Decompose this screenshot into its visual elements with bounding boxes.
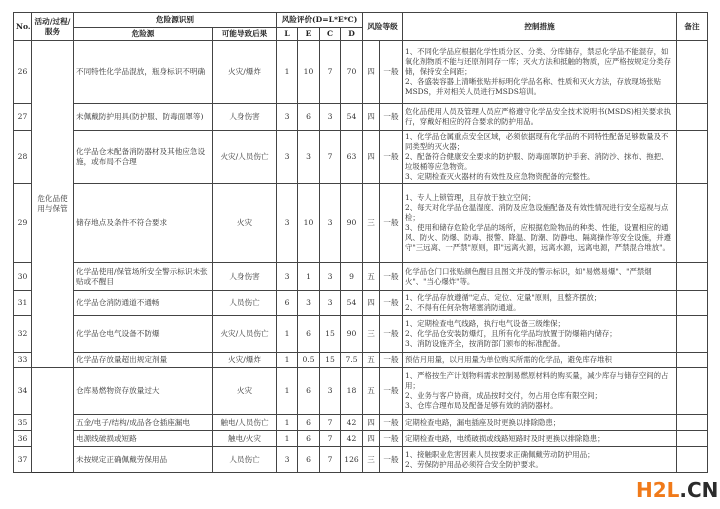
activity-cell: 危化品使用与保管 [32, 41, 74, 368]
hazard-cell: 化学品使用/保管场所安全警示标识未张贴或不醒目 [74, 263, 213, 291]
hazard-cell: 未佩戴防护用具(防护服、防毒面罩等) [74, 104, 213, 131]
table-row [14, 415, 708, 431]
score-E-cell: 6 [298, 104, 320, 131]
score-E-cell: 6 [298, 431, 320, 447]
score-D-cell: 126 [341, 447, 363, 473]
control-measures-cell: 1、专人上锁管理，且存放于独立空间； 2、每天对化学品仓温湿度、消防及应急设施配备及有效性情况进行安全巡视与点检； 3、使用和储存危险化学品的场所，应根据危险物品的种类、性能，设置相应的通风、防火、防爆、防毒、报警、降温、防潮、防静电、隔离操作等安全设施，并遵守"三远离、一严禁"原则，即"远离火源，远离水源，远离电源，严禁混合堆放"。 [403, 184, 677, 263]
risk-grade-cell: 四 [363, 415, 380, 431]
note-cell [677, 431, 708, 447]
note-cell [677, 447, 708, 473]
risk-level-cell: 一般 [380, 316, 403, 353]
score-C-cell: 3 [320, 291, 341, 316]
score-C-cell: 7 [320, 447, 341, 473]
note-cell [677, 291, 708, 316]
hazard-cell: 仓库易燃物资存放量过大 [74, 368, 213, 415]
risk-level-cell: 一般 [380, 353, 403, 368]
note-cell [677, 41, 708, 104]
row-number: 36 [14, 431, 32, 447]
risk-grade-cell: 四 [363, 131, 380, 184]
score-D-cell: 70 [341, 41, 363, 104]
row-number: 30 [14, 263, 32, 291]
header-hazard: 危险源 [74, 28, 213, 41]
table-row [14, 131, 708, 184]
header-hazard-identification: 危险源识别 [74, 13, 277, 28]
activity-cell-empty [32, 368, 74, 473]
score-L-cell: 1 [277, 431, 298, 447]
score-L-cell: 3 [277, 131, 298, 184]
row-number: 26 [14, 41, 32, 104]
note-cell [677, 316, 708, 353]
risk-level-cell: 一般 [380, 447, 403, 473]
row-number: 32 [14, 316, 32, 353]
table-row [14, 353, 708, 368]
control-measures-cell: 1、严格按生产计划物料需求控制易燃原材料的购买量，减少库存与储存空间的占用； 2、业务与客户协商，成品按时交付，勿占用仓库有限空间； 3、仓库合理布局及配备足够有效的消防器材。 [403, 368, 677, 415]
table-row [14, 104, 708, 131]
risk-grade-cell: 五 [363, 353, 380, 368]
table-row [14, 184, 708, 263]
score-C-cell: 7 [320, 431, 341, 447]
risk-level-cell: 一般 [380, 41, 403, 104]
watermark-logo: H2L.CN [636, 478, 719, 502]
consequence-cell: 火灾 [213, 184, 277, 263]
risk-level-cell: 一般 [380, 431, 403, 447]
score-E-cell: 6 [298, 447, 320, 473]
risk-grade-cell: 五 [363, 263, 380, 291]
note-cell [677, 263, 708, 291]
control-measures-cell: 1、不同化学品应根据化学性质分区、分类、分库储存，禁忌化学品不能混存，如氧化剂物质不能与还原剂同存一库；灭火方法和抵触的物质，应严格按规定分类存储，保持安全间距； 2、各盛装容器上清晰张贴并标明化学品名称、性质和灭火方法，存放现场张贴MSDS，并对相关人员进行MSDS培训。 [403, 41, 677, 104]
header-E: E [298, 28, 320, 41]
score-E-cell: 0.5 [298, 353, 320, 368]
risk-level-cell: 一般 [380, 291, 403, 316]
score-D-cell: 42 [341, 431, 363, 447]
control-measures-cell: 1、定期检查电气线路，执行电气设备三级维保； 2、化学品仓安装防爆灯，且所有化学品均放置于防爆箱内储存； 3、消防设施齐全，按消防部门颁布的标准配备。 [403, 316, 677, 353]
hazard-cell: 化学品仓电气设备不防爆 [74, 316, 213, 353]
control-measures-cell: 定期检查电路，电缆破损或线路短路时及时更换以排除隐患； [403, 431, 677, 447]
risk-grade-cell: 三 [363, 184, 380, 263]
risk-grade-cell: 四 [363, 431, 380, 447]
table-row [14, 368, 708, 415]
score-D-cell: 18 [341, 368, 363, 415]
table-row [14, 447, 708, 473]
consequence-cell: 火灾/爆炸 [213, 353, 277, 368]
control-measures-cell: 1、接触职业危害因素人员按要求正确佩戴劳动防护用品； 2、劳保防护用品必须符合安全防护要求。 [403, 447, 677, 473]
header-risk-evaluation: 风险评价(D=L*E*C) [277, 13, 363, 28]
row-number: 33 [14, 353, 32, 368]
score-C-cell: 3 [320, 368, 341, 415]
score-L-cell: 1 [277, 41, 298, 104]
header-C: C [320, 28, 341, 41]
row-number: 27 [14, 104, 32, 131]
table-row [14, 431, 708, 447]
score-L-cell: 1 [277, 415, 298, 431]
score-C-cell: 7 [320, 41, 341, 104]
score-L-cell: 1 [277, 353, 298, 368]
risk-grade-cell: 三 [363, 447, 380, 473]
consequence-cell: 触电/人员伤亡 [213, 415, 277, 431]
header-risk-level: 风险等级 [363, 13, 403, 41]
control-measures-cell: 预估月用量，以月用量为单位购买所需的化学品，避免库存堆积 [403, 353, 677, 368]
score-E-cell: 6 [298, 316, 320, 353]
note-cell [677, 184, 708, 263]
score-C-cell: 7 [320, 415, 341, 431]
score-D-cell: 54 [341, 104, 363, 131]
note-cell [677, 131, 708, 184]
hazard-cell: 化学品存放量超出规定剂量 [74, 353, 213, 368]
score-C-cell: 15 [320, 316, 341, 353]
risk-grade-cell: 四 [363, 104, 380, 131]
score-L-cell: 6 [277, 291, 298, 316]
score-L-cell: 1 [277, 316, 298, 353]
score-E-cell: 10 [298, 184, 320, 263]
score-C-cell: 3 [320, 263, 341, 291]
score-D-cell: 54 [341, 291, 363, 316]
control-measures-cell: 定期检查电路，漏电插座及时更换以排除隐患； [403, 415, 677, 431]
row-number: 29 [14, 184, 32, 263]
control-measures-cell: 1、化学品存放遵循"定点、定位、定量"原则，且整齐摆放； 2、不得有任何杂物堵塞消防通道。 [403, 291, 677, 316]
header-D: D [341, 28, 363, 41]
score-C-cell: 15 [320, 353, 341, 368]
hazard-cell: 电源线破损或短路 [74, 431, 213, 447]
row-number: 34 [14, 368, 32, 415]
risk-grade-cell: 四 [363, 41, 380, 104]
row-number: 35 [14, 415, 32, 431]
hazard-cell: 未按规定正确佩戴劳保用品 [74, 447, 213, 473]
score-E-cell: 3 [298, 131, 320, 184]
row-number: 37 [14, 447, 32, 473]
score-E-cell: 1 [298, 263, 320, 291]
score-D-cell: 63 [341, 131, 363, 184]
header-control-measures: 控制措施 [403, 13, 677, 41]
hazard-cell: 五金/电子/结构/成品各仓插座漏电 [74, 415, 213, 431]
control-measures-cell: 1、化学品仓属重点安全区域，必须依据现有化学品的不同特性配备足够数量及不同类型的灭火器； 2、配备符合健康安全要求的防护服、防毒面罩防护手套、消防沙、抹布、拖把、垃圾桶等应急物资。 3、定期检查灭火器材的有效性及应急物资配备的完整性。 [403, 131, 677, 184]
consequence-cell: 人身伤害 [213, 104, 277, 131]
score-L-cell: 3 [277, 263, 298, 291]
score-E-cell: 6 [298, 368, 320, 415]
score-C-cell: 3 [320, 184, 341, 263]
hazard-cell: 不同特性化学品混放，瓶身标识不明确 [74, 41, 213, 104]
score-D-cell: 7.5 [341, 353, 363, 368]
consequence-cell: 触电/火灾 [213, 431, 277, 447]
header-no: No. [14, 13, 32, 41]
row-number: 28 [14, 131, 32, 184]
table-row [14, 41, 708, 104]
hazard-cell: 化学品仓消防通道不通畅 [74, 291, 213, 316]
header-L: L [277, 28, 298, 41]
row-number: 31 [14, 291, 32, 316]
note-cell [677, 415, 708, 431]
score-L-cell: 1 [277, 368, 298, 415]
score-D-cell: 9 [341, 263, 363, 291]
risk-level-cell: 一般 [380, 104, 403, 131]
table-row [14, 263, 708, 291]
hazard-cell: 储存地点及条件不符合要求 [74, 184, 213, 263]
risk-level-cell: 一般 [380, 368, 403, 415]
header-consequence: 可能导致后果 [213, 28, 277, 41]
score-D-cell: 90 [341, 184, 363, 263]
consequence-cell: 火灾/爆炸 [213, 41, 277, 104]
table-row [14, 291, 708, 316]
score-E-cell: 3 [298, 291, 320, 316]
score-L-cell: 3 [277, 447, 298, 473]
consequence-cell: 火灾/人员伤亡 [213, 131, 277, 184]
risk-assessment-table [13, 12, 708, 473]
note-cell [677, 353, 708, 368]
consequence-cell: 火灾/人员伤亡 [213, 316, 277, 353]
note-cell [677, 104, 708, 131]
control-measures-cell: 化学品仓门口张贴颜色醒目且图文并茂的警示标识，如"易燃易爆"、"严禁烟火"、"当心爆炸"等。 [403, 263, 677, 291]
risk-level-cell: 一般 [380, 415, 403, 431]
score-D-cell: 42 [341, 415, 363, 431]
consequence-cell: 人员伤亡 [213, 291, 277, 316]
score-L-cell: 3 [277, 104, 298, 131]
consequence-cell: 火灾 [213, 368, 277, 415]
risk-level-cell: 一般 [380, 131, 403, 184]
header-activity: 活动/过程/服务 [32, 13, 74, 41]
hazard-cell: 化学品仓未配备消防器材及其他应急设施，或布局不合理 [74, 131, 213, 184]
score-C-cell: 7 [320, 131, 341, 184]
risk-grade-cell: 四 [363, 291, 380, 316]
consequence-cell: 人身伤害 [213, 263, 277, 291]
score-D-cell: 90 [341, 316, 363, 353]
score-L-cell: 3 [277, 184, 298, 263]
risk-level-cell: 一般 [380, 263, 403, 291]
score-E-cell: 10 [298, 41, 320, 104]
table-row [14, 316, 708, 353]
header-note: 备注 [677, 13, 708, 41]
control-measures-cell: 危化品使用人员及管理人员应严格遵守化学品安全技术说明书(MSDS)相关要求执行，穿戴好相应的符合要求的防护用品。 [403, 104, 677, 131]
note-cell [677, 368, 708, 415]
score-C-cell: 3 [320, 104, 341, 131]
consequence-cell: 人员伤亡 [213, 447, 277, 473]
score-E-cell: 6 [298, 415, 320, 431]
risk-level-cell: 一般 [380, 184, 403, 263]
risk-grade-cell: 五 [363, 368, 380, 415]
risk-grade-cell: 三 [363, 316, 380, 353]
